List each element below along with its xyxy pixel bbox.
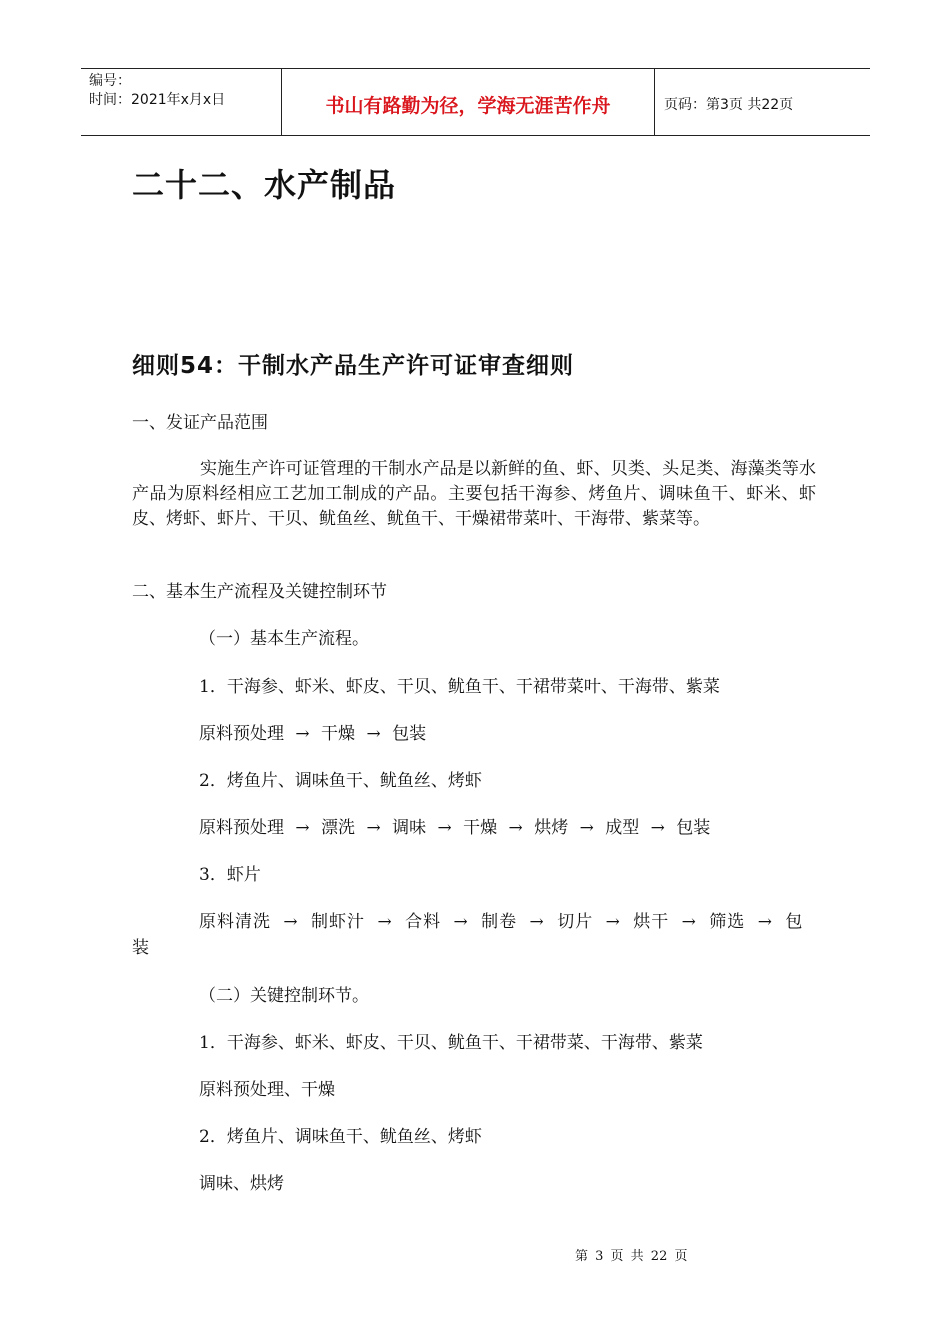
flow-1-steps: 原料预处理 → 干燥 → 包装	[199, 724, 427, 744]
subsection-2-heading: （二）关键控制环节。	[199, 986, 369, 1006]
key-2-points: 调味、烘烤	[199, 1174, 284, 1194]
key-1-points: 原料预处理、干燥	[199, 1080, 335, 1100]
flow-2-steps: 原料预处理 → 漂洗 → 调味 → 干燥 → 烘烤 → 成型 → 包装	[199, 818, 711, 838]
header-meta	[81, 69, 282, 135]
header-page-info: 页码：第3页 共22页	[664, 97, 794, 113]
key-2-title: 2．烤鱼片、调味鱼干、鱿鱼丝、烤虾	[199, 1127, 482, 1147]
section-1-heading: 一、发证产品范围	[132, 413, 268, 433]
time-label: 时间：2021年x月x日	[89, 92, 226, 108]
flow-2-title: 2．烤鱼片、调味鱼干、鱿鱼丝、烤虾	[199, 771, 482, 791]
page-title: 二十二、水产制品	[132, 166, 397, 204]
section-1-paragraph: 实施生产许可证管理的干制水产品是以新鲜的鱼、虾、贝类、头足类、海藻类等水产品为原料经相应工艺加工制成的产品。主要包括干海参、烤鱼片、调味鱼干、虾米、虾皮、烤虾、虾片、干贝、鱿鱼丝、鱿鱼干、干燥裙带菜叶、干海带、紫菜等。	[132, 459, 816, 529]
number-label: 编号：	[89, 73, 131, 89]
page-header	[81, 68, 870, 136]
flow-3-title: 3．虾片	[199, 865, 261, 885]
header-motto: 书山有路勤为径，学海无涯苦作舟	[282, 69, 655, 135]
flow-1-title: 1．干海参、虾米、虾皮、干贝、鱿鱼干、干裙带菜叶、干海带、紫菜	[199, 677, 720, 697]
document-subtitle: 细则54：干制水产品生产许可证审查细则	[132, 353, 575, 379]
flow-3-steps: 原料清洗 → 制虾汁 → 合料 → 制卷 → 切片 → 烘干 → 筛选 → 包装	[132, 912, 804, 958]
subsection-1-heading: （一）基本生产流程。	[199, 629, 369, 649]
section-2-heading: 二、基本生产流程及关键控制环节	[132, 582, 387, 602]
page-footer: 第 3 页 共 22 页	[575, 1249, 688, 1264]
key-1-title: 1．干海参、虾米、虾皮、干贝、鱿鱼干、干裙带菜、干海带、紫菜	[199, 1033, 703, 1053]
